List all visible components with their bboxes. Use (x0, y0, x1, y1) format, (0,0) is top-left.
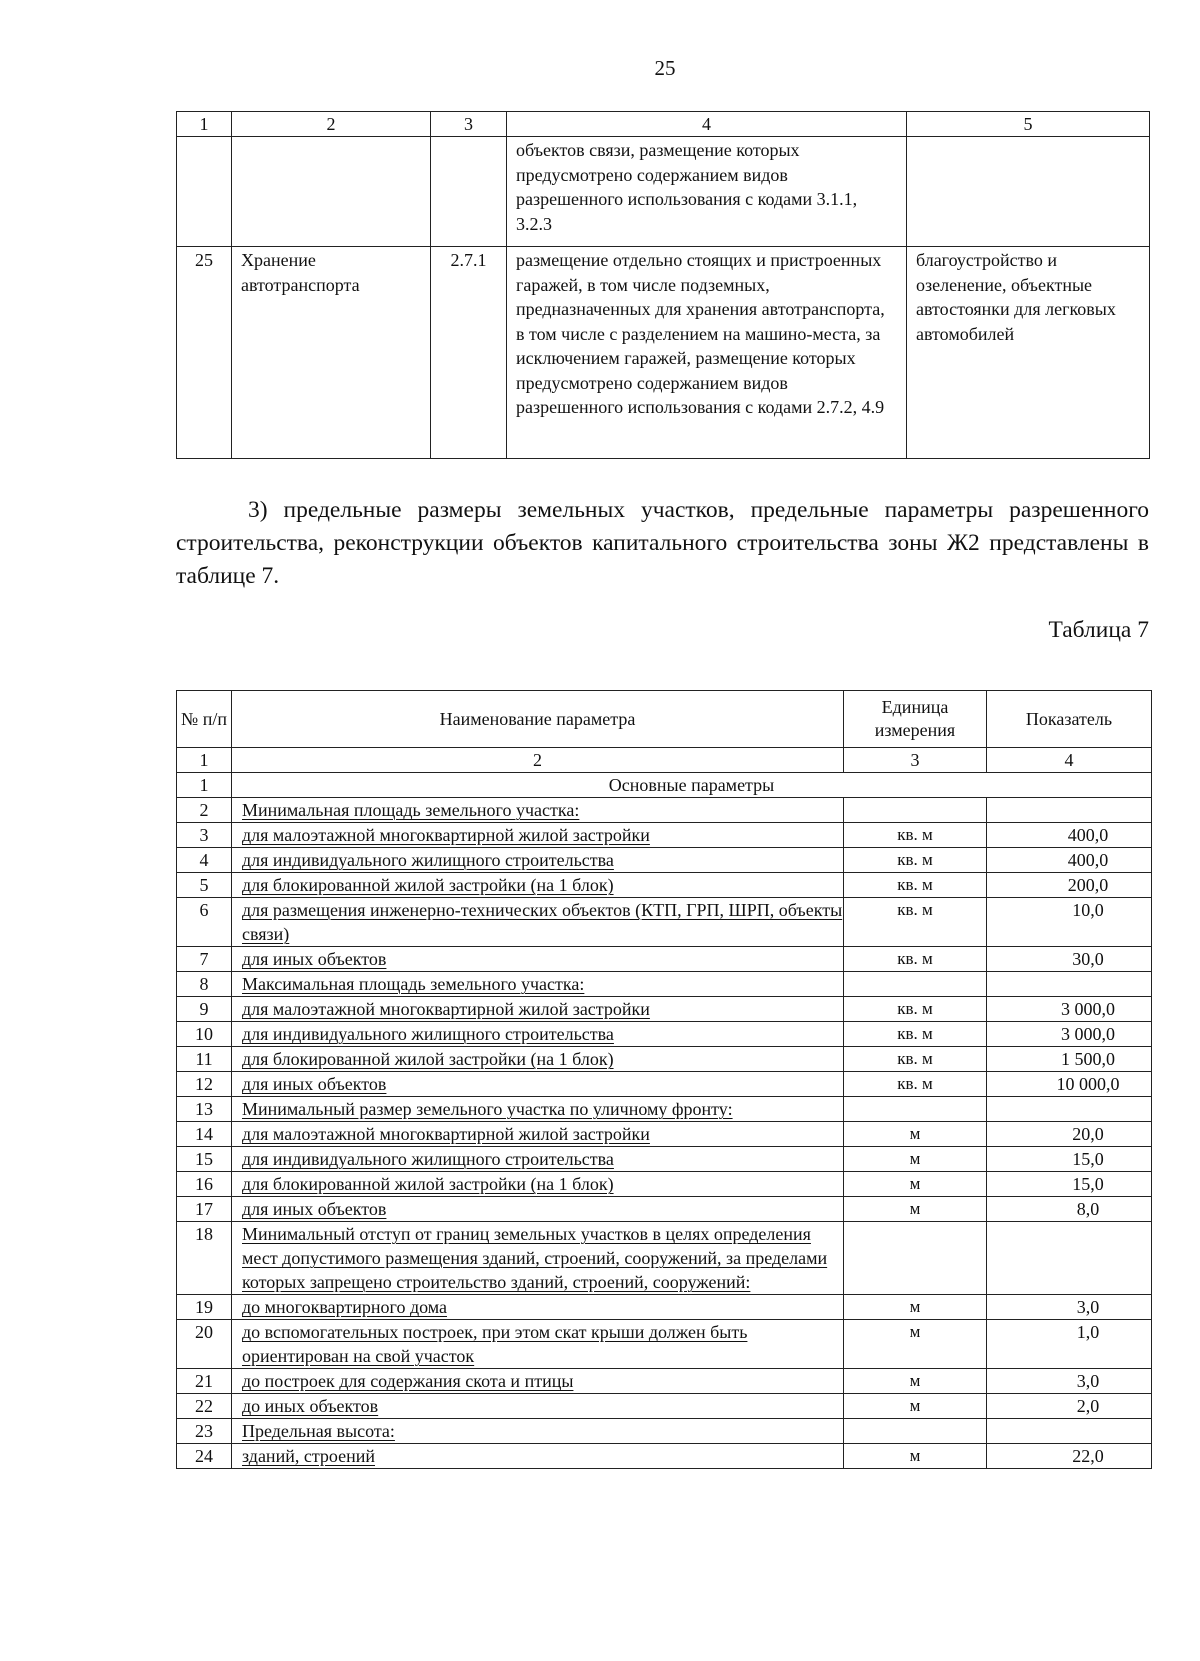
parameter-value: 3 000,0 (987, 1022, 1152, 1047)
parameter-unit: м (844, 1147, 987, 1172)
parameter-name: для блокированной жилой застройки (на 1 блок) (232, 873, 844, 898)
parameter-unit: кв. м (844, 898, 987, 947)
body-paragraph: 3) предельные размеры земельных участков, предельные параметры разрешенного строительства, реконструкции объектов капитального строительства зоны Ж2 представлены в таблице 7. (176, 497, 1149, 589)
table-row (177, 1295, 1152, 1320)
row-number: 5 (177, 873, 232, 898)
row-number: 17 (177, 1197, 232, 1222)
parameter-name: Минимальный отступ от границ земельных участков в целях определения мест допустимого размещения зданий, строений, сооружений, за пределами которых запрещено строительство зданий, строений, сооружений: (232, 1222, 844, 1295)
table-row (177, 1444, 1152, 1469)
header-row (177, 691, 1152, 748)
parameter-value: 400,0 (987, 848, 1152, 873)
table-row (177, 798, 1152, 823)
parameter-name: для блокированной жилой застройки (на 1 блок) (232, 1172, 844, 1197)
parameter-value: 15,0 (987, 1172, 1152, 1197)
parameter-name: для индивидуального жилищного строительства (232, 848, 844, 873)
table-row (177, 1147, 1152, 1172)
table-row (177, 848, 1152, 873)
row-number: 18 (177, 1222, 232, 1295)
col-number-1: 1 (177, 748, 232, 773)
parameter-value: 10 000,0 (987, 1072, 1152, 1097)
parameter-value (987, 972, 1152, 997)
header-name: Наименование параметра (232, 691, 844, 748)
parameter-value: 3,0 (987, 1295, 1152, 1320)
row-number: 2 (177, 798, 232, 823)
parameter-value: 10,0 (987, 898, 1152, 947)
table-row (177, 1072, 1152, 1097)
use-description: объектов связи, размещение которых предусмотрено содержанием видов разрешенного использования с кодами 3.1.1, 3.2.3 (507, 137, 907, 247)
parameter-unit: м (844, 1320, 987, 1369)
parameter-value: 1 500,0 (987, 1047, 1152, 1072)
row-number: 3 (177, 823, 232, 848)
parameter-unit: м (844, 1122, 987, 1147)
table-row (177, 873, 1152, 898)
row-number: 24 (177, 1444, 232, 1469)
parameter-unit (844, 798, 987, 823)
row-number (177, 137, 232, 247)
parameter-name: для иных объектов (232, 1072, 844, 1097)
parameters-body (177, 798, 1152, 1469)
parameter-value: 30,0 (987, 947, 1152, 972)
row-number: 9 (177, 997, 232, 1022)
parameter-name: до вспомогательных построек, при этом скат крыши должен быть ориентирован на свой участок (232, 1320, 844, 1369)
parameter-name: до многоквартирного дома (232, 1295, 844, 1320)
col-header-5: 5 (907, 112, 1150, 137)
table-row (177, 247, 1150, 459)
row-number: 12 (177, 1072, 232, 1097)
parameter-value: 1,0 (987, 1320, 1152, 1369)
parameter-value: 3,0 (987, 1369, 1152, 1394)
table-row (177, 1197, 1152, 1222)
parameter-name: Минимальный размер земельного участка по уличному фронту: (232, 1097, 844, 1122)
col-number-4: 4 (987, 748, 1152, 773)
parameter-value (987, 1097, 1152, 1122)
use-description: размещение отдельно стоящих и пристроенных гаражей, в том числе подземных, предназначенных для хранения автотранспорта, в том числе с разделением на машино-места, за исключением гаражей, размещение которых предусмотрено содержанием видов разрешенного использования с кодами 2.7.2, 4.9 (507, 247, 907, 459)
parameter-value: 20,0 (987, 1122, 1152, 1147)
row-number: 16 (177, 1172, 232, 1197)
parameter-name: Минимальная площадь земельного участка: (232, 798, 844, 823)
table-row (177, 972, 1152, 997)
table-row (177, 1097, 1152, 1122)
col-header-2: 2 (232, 112, 431, 137)
col-number-3: 3 (844, 748, 987, 773)
col-number-2: 2 (232, 748, 844, 773)
header-value: Показатель (987, 691, 1152, 748)
parameter-unit: кв. м (844, 1022, 987, 1047)
col-header-3: 3 (431, 112, 507, 137)
use-name (232, 137, 431, 247)
use-code (431, 137, 507, 247)
permitted-uses-table (176, 111, 1150, 459)
row-number: 19 (177, 1295, 232, 1320)
section-row (177, 773, 1152, 798)
parameter-name: для малоэтажной многоквартирной жилой застройки (232, 1122, 844, 1147)
parameter-name: для размещения инженерно-технических объектов (КТП, ГРП, ШРП, объекты связи) (232, 898, 844, 947)
parameter-unit (844, 1222, 987, 1295)
table-caption: Таблица 7 (1048, 617, 1149, 643)
col-header-4: 4 (507, 112, 907, 137)
parameter-value: 22,0 (987, 1444, 1152, 1469)
column-number-row (177, 748, 1152, 773)
use-code: 2.7.1 (431, 247, 507, 459)
row-number: 13 (177, 1097, 232, 1122)
parameter-unit: кв. м (844, 947, 987, 972)
page-number: 25 (654, 56, 676, 80)
parameter-unit (844, 972, 987, 997)
row-number: 7 (177, 947, 232, 972)
table-row (177, 1172, 1152, 1197)
parameter-name: для блокированной жилой застройки (на 1 блок) (232, 1047, 844, 1072)
parameter-unit (844, 1097, 987, 1122)
table-row (177, 1022, 1152, 1047)
table-row (177, 1394, 1152, 1419)
parameter-unit: кв. м (844, 873, 987, 898)
table-row (177, 137, 1150, 247)
row-number: 21 (177, 1369, 232, 1394)
use-conditions (907, 137, 1150, 247)
table-row (177, 1047, 1152, 1072)
parameter-value: 3 000,0 (987, 997, 1152, 1022)
parameter-name: Предельная высота: (232, 1419, 844, 1444)
table-row (177, 1122, 1152, 1147)
table-row (177, 997, 1152, 1022)
parameter-value (987, 798, 1152, 823)
parameter-name: для малоэтажной многоквартирной жилой застройки (232, 997, 844, 1022)
column-number-row (177, 112, 1150, 137)
parameter-unit: кв. м (844, 1072, 987, 1097)
parameter-name: для индивидуального жилищного строительства (232, 1147, 844, 1172)
row-number: 8 (177, 972, 232, 997)
parameter-name: для иных объектов (232, 1197, 844, 1222)
parameter-unit (844, 1419, 987, 1444)
parameter-value: 8,0 (987, 1197, 1152, 1222)
parameter-name: Максимальная площадь земельного участка: (232, 972, 844, 997)
table-row (177, 898, 1152, 947)
parameters-table (176, 690, 1152, 1469)
parameter-unit: кв. м (844, 848, 987, 873)
parameter-unit: кв. м (844, 1047, 987, 1072)
parameter-value: 400,0 (987, 823, 1152, 848)
parameter-unit: м (844, 1172, 987, 1197)
parameter-value (987, 1419, 1152, 1444)
row-number: 1 (177, 773, 232, 798)
row-number: 11 (177, 1047, 232, 1072)
table-row (177, 823, 1152, 848)
parameter-unit: м (844, 1394, 987, 1419)
parameter-name: для индивидуального жилищного строительства (232, 1022, 844, 1047)
parameter-unit: м (844, 1197, 987, 1222)
parameter-value: 15,0 (987, 1147, 1152, 1172)
row-number: 25 (177, 247, 232, 459)
col-header-1: 1 (177, 112, 232, 137)
row-number: 15 (177, 1147, 232, 1172)
parameter-unit: кв. м (844, 823, 987, 848)
header-num: № п/п (177, 691, 232, 748)
table-row (177, 947, 1152, 972)
section-title: Основные параметры (232, 773, 1152, 798)
row-number: 20 (177, 1320, 232, 1369)
parameter-value (987, 1222, 1152, 1295)
row-number: 10 (177, 1022, 232, 1047)
parameter-name: до построек для содержания скота и птицы (232, 1369, 844, 1394)
parameter-name: для иных объектов (232, 947, 844, 972)
row-number: 14 (177, 1122, 232, 1147)
header-unit: Единица измерения (844, 691, 987, 748)
parameter-value: 2,0 (987, 1394, 1152, 1419)
parameter-name: для малоэтажной многоквартирной жилой застройки (232, 823, 844, 848)
parameter-unit: м (844, 1369, 987, 1394)
parameter-value: 200,0 (987, 873, 1152, 898)
parameter-unit: м (844, 1295, 987, 1320)
row-number: 4 (177, 848, 232, 873)
row-number: 23 (177, 1419, 232, 1444)
table-row (177, 1419, 1152, 1444)
table-row (177, 1222, 1152, 1295)
parameter-name: до иных объектов (232, 1394, 844, 1419)
use-conditions: благоустройство и озеленение, объектные автостоянки для легковых автомобилей (907, 247, 1150, 459)
parameter-unit: кв. м (844, 997, 987, 1022)
table-row (177, 1369, 1152, 1394)
row-number: 22 (177, 1394, 232, 1419)
parameter-name: зданий, строений (232, 1444, 844, 1469)
use-name: Хранение автотранспорта (232, 247, 431, 459)
parameter-unit: м (844, 1444, 987, 1469)
table-row (177, 1320, 1152, 1369)
row-number: 6 (177, 898, 232, 947)
